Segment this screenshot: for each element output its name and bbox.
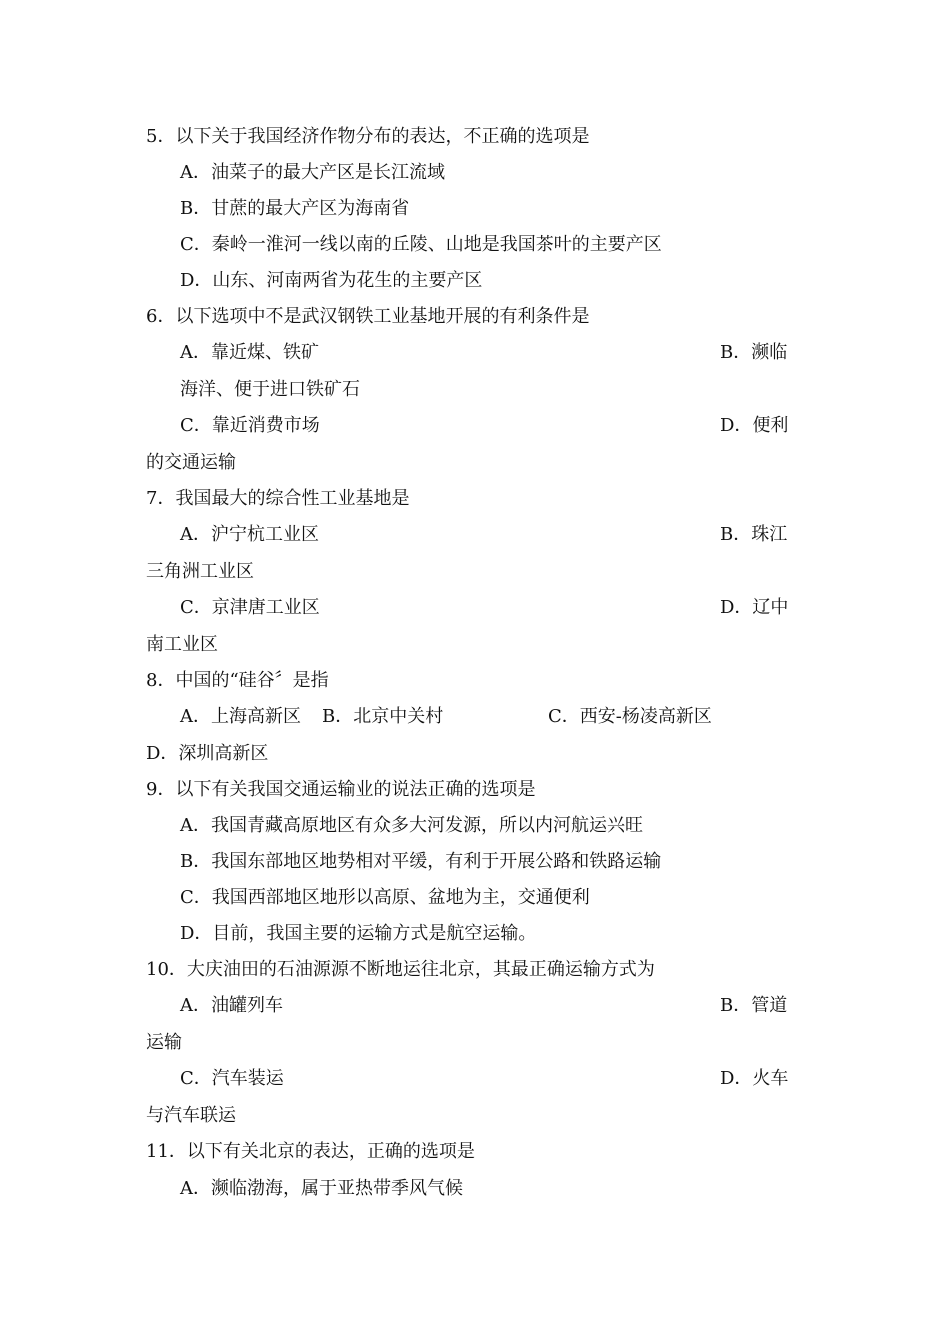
question-6-option-b: B．濒临 [720,342,788,363]
question-5-option-d: D．山东、河南两省为花生的主要产区 [180,270,483,291]
question-8-option-a: A．上海高新区 [180,706,301,727]
question-8-option-c: C．西安-杨凌高新区 [548,706,712,727]
question-9-stem: 9．以下有关我国交通运输业的说法正确的选项是 [146,779,536,800]
question-7-option-d: D．辽中 [720,597,789,618]
question-11-option-a: A．濒临渤海，属于亚热带季风气候 [180,1178,463,1199]
question-10-option-b-continued: 运输 [146,1032,182,1053]
question-7-option-b-continued: 三角洲工业区 [146,561,254,582]
question-6-option-d: D．便利 [720,415,789,436]
question-10-stem: 10．大庆油田的石油源源不断地运往北京，其最正确运输方式为 [146,959,655,980]
question-6-stem: 6．以下选项中不是武汉钢铁工业基地开展的有利条件是 [146,306,590,327]
question-5-option-b: B．甘蔗的最大产区为海南省 [180,198,410,219]
question-8-option-b: B．北京中关村 [322,706,444,727]
question-7-option-b: B．珠江 [720,524,788,545]
question-7-option-c: C．京津唐工业区 [180,597,320,618]
question-5-option-a: A．油菜子的最大产区是长江流域 [180,162,445,183]
question-6-option-c: C．靠近消费市场 [180,415,320,436]
question-9-option-a: A．我国青藏高原地区有众多大河发源，所以内河航运兴旺 [180,815,643,836]
question-10-option-c: C．汽车装运 [180,1068,284,1089]
question-9-option-c: C．我国西部地区地形以高原、盆地为主，交通便利 [180,887,590,908]
question-10-option-d-continued: 与汽车联运 [146,1105,236,1126]
question-6-option-a: A．靠近煤、铁矿 [180,342,319,363]
question-6-option-b-continued: 海洋、便于进口铁矿石 [180,379,360,400]
question-7-option-a: A．沪宁杭工业区 [180,524,319,545]
question-7-option-d-continued: 南工业区 [146,634,218,655]
question-10-option-b: B．管道 [720,995,788,1016]
question-8-option-d: D．深圳高新区 [146,743,269,764]
question-6-option-d-continued: 的交通运输 [146,452,236,473]
question-5-option-c: C．秦岭一淮河一线以南的丘陵、山地是我国茶叶的主要产区 [180,234,662,255]
question-11-stem: 11．以下有关北京的表达，正确的选项是 [146,1141,475,1162]
question-10-option-a: A．油罐列车 [180,995,283,1016]
question-5-stem: 5．以下关于我国经济作物分布的表达，不正确的选项是 [146,126,590,147]
question-9-option-b: B．我国东部地区地势相对平缓，有利于开展公路和铁路运输 [180,851,662,872]
question-7-stem: 7．我国最大的综合性工业基地是 [146,488,410,509]
question-10-option-d: D．火车 [720,1068,789,1089]
question-9-option-d: D．目前，我国主要的运输方式是航空运输。 [180,923,537,944]
question-8-stem: 8．中国的“硅谷〞是指 [146,670,329,691]
